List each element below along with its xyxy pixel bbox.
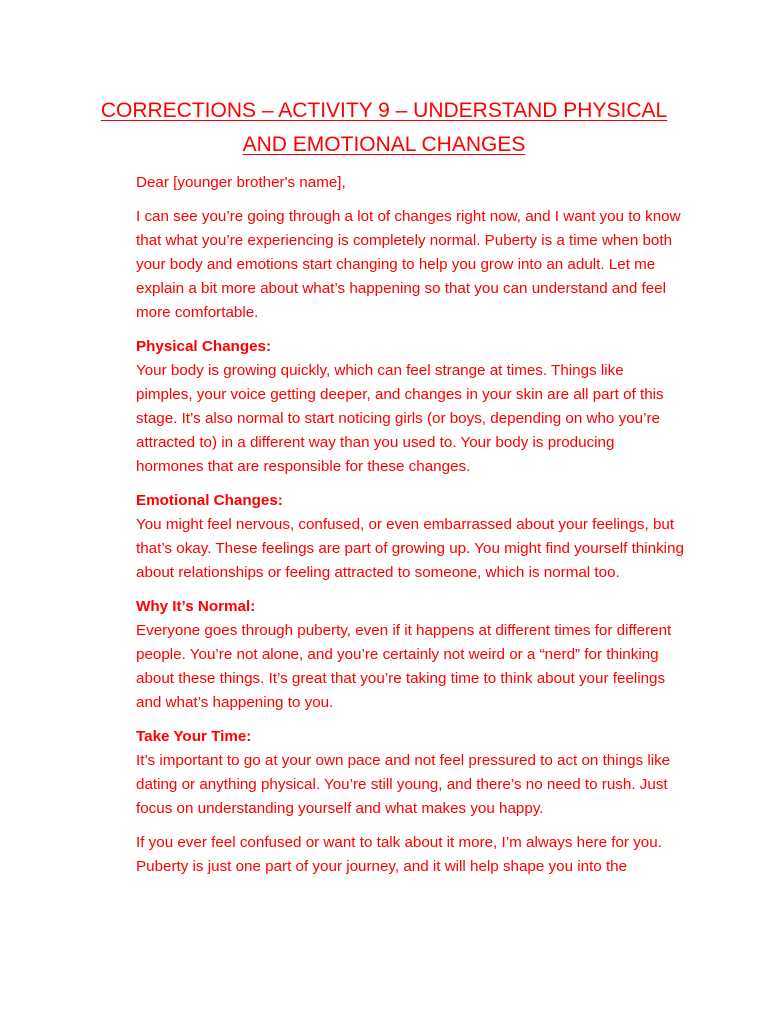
section-heading: Why It’s Normal: <box>136 598 256 615</box>
title-line-2: AND EMOTIONAL CHANGES <box>242 133 526 156</box>
letter-body <box>136 171 684 889</box>
section-text: It’s important to go at your own pace and not feel pressured to act on things like dating or anything physical. You’re still young, and there’s no need to rush. Just focus on understanding yourself and what makes you happy. <box>136 752 671 817</box>
section-why-its-normal <box>136 595 684 715</box>
closing-paragraph: If you ever feel confused or want to talk about it more, I’m always here for you. Puberty is just one part of your journey, and it will help shape you into the <box>136 834 662 875</box>
section-emotional-changes <box>136 489 684 585</box>
page-title <box>80 94 688 162</box>
title-line-1: CORRECTIONS – ACTIVITY 9 – UNDERSTAND PHYSICAL <box>100 99 668 122</box>
section-text: Your body is growing quickly, which can feel strange at times. Things like pimples, your voice getting deeper, and changes in your skin are all part of this stage. It’s also normal to start noticing girls (or boys, depending on who you’re attracted to) in a different way than you used to. Your body is producing hormones that are responsible for these changes. <box>136 362 664 475</box>
section-heading: Emotional Changes: <box>136 492 283 509</box>
section-text: You might feel nervous, confused, or even embarrassed about your feelings, but that’s okay. These feelings are part of growing up. You might find yourself thinking about relationships or feeling attracted to someone, which is normal too. <box>136 516 684 581</box>
section-take-your-time <box>136 725 684 821</box>
section-heading: Physical Changes: <box>136 338 272 355</box>
section-physical-changes <box>136 335 684 479</box>
intro-paragraph: I can see you’re going through a lot of changes right now, and I want you to know that what you’re experiencing is completely normal. Puberty is a time when both your body and emotions start changing to help you grow into an adult. Let me explain a bit more about what’s happening so that you can understand and feel more comfortable. <box>136 208 681 321</box>
section-heading: Take Your Time: <box>136 728 252 745</box>
greeting: Dear [younger brother's name], <box>136 174 346 191</box>
section-text: Everyone goes through puberty, even if it happens at different times for different people. You’re not alone, and you’re certainly not weird or a “nerd” for thinking about these things. It’s great that you’re taking time to think about your feelings and what’s happening to you. <box>136 622 672 711</box>
